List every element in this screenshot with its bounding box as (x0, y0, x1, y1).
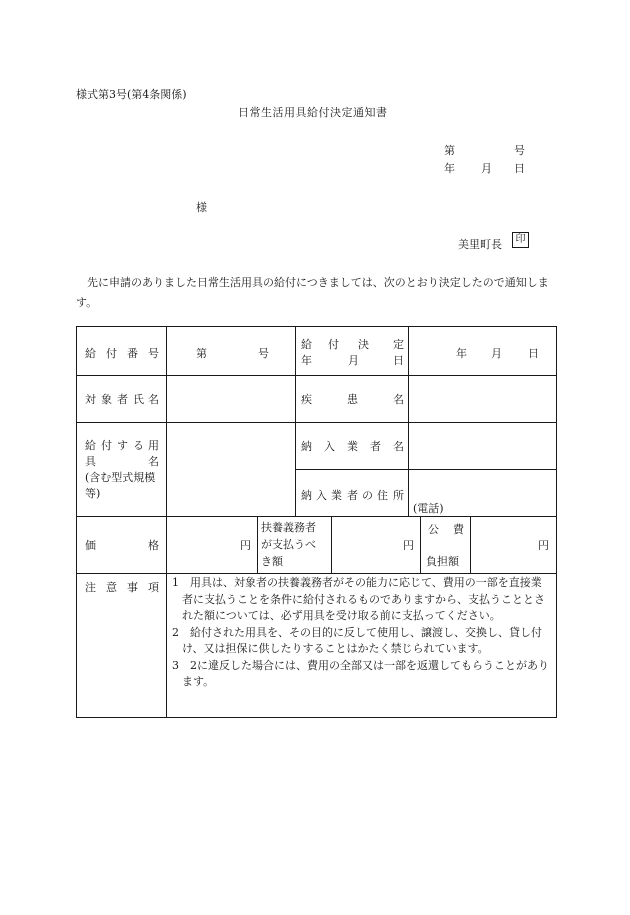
label-shikkan-1: 疾 (301, 393, 312, 406)
note-item-1: 1 用具は、対象者の扶養義務者がその能力に応じて、費用の一部を直接業者に支払うことを条件に給付されるものでありますから、支払うこととされた額については、必ず用具を受け取る前に支払ってください。 (172, 576, 545, 622)
row-divider (77, 375, 556, 376)
label-price-1: 価 (85, 539, 96, 552)
label-yogu-2: 付 (101, 439, 112, 452)
label-notes-2: 意 (106, 581, 117, 594)
label-address-5: の (362, 489, 373, 502)
label-taishosha-4: 氏 (133, 393, 144, 406)
label-address-7: 所 (393, 489, 404, 502)
label-taishosha-1: 対 (85, 393, 96, 406)
label-taishosha-5: 名 (148, 393, 159, 406)
label-kettei-4: 定 (393, 338, 404, 351)
label-support-1: 扶養義務者 (261, 521, 316, 534)
column-divider (257, 516, 258, 573)
label-kettei-year: 年 (301, 354, 312, 367)
label-kettei-1: 給 (301, 338, 312, 351)
note-item-2: 2 給付された用具を、その目的に反して使用し、譲渡し、交換し、貸し付け、又は担保に供したりすることはかたく禁じられています。 (172, 625, 542, 655)
label-address-3: 業 (331, 489, 342, 502)
kettei-month: 月 (491, 347, 502, 360)
decision-table (76, 326, 557, 718)
doc-number-dai: 第 (444, 144, 455, 157)
column-divider (408, 327, 409, 516)
column-divider (295, 327, 296, 516)
label-vendor-1: 納 (301, 440, 312, 453)
label-shikkan-2: 患 (347, 393, 358, 406)
label-kyufu-bango-2: 付 (106, 347, 117, 360)
row-divider (77, 422, 556, 423)
label-notes-1: 注 (85, 581, 96, 594)
label-vendor-2: 入 (324, 440, 335, 453)
doc-date-month: 月 (481, 162, 492, 175)
doc-date-year: 年 (444, 162, 455, 175)
label-kettei-month: 月 (348, 354, 359, 367)
kyufu-bango-go: 号 (258, 347, 269, 360)
addressee-suffix: 様 (196, 201, 207, 214)
row-divider (77, 573, 556, 574)
column-divider (470, 516, 471, 573)
kettei-year: 年 (456, 347, 467, 360)
intro-paragraph: 先に申請のありました日常生活用具の給付につきましては、次のとおり決定したので通知します。 (76, 276, 549, 309)
seal-mark: 印 (512, 232, 529, 248)
label-notes-3: 事 (127, 581, 138, 594)
label-taishosha-3: 者 (117, 393, 128, 406)
label-kyufu-bango-4: 号 (148, 347, 159, 360)
form-number: 様式第3号(第4条関係) (76, 88, 187, 101)
kyufu-bango-dai: 第 (196, 347, 207, 360)
label-address-6: 住 (377, 489, 388, 502)
kettei-day: 日 (528, 347, 539, 360)
label-notes-4: 項 (148, 581, 159, 594)
label-address-4: 者 (347, 489, 358, 502)
row-divider (77, 516, 556, 517)
label-public-2: 費 (453, 523, 464, 536)
label-shikkan-3: 名 (393, 393, 404, 406)
label-kettei-day: 日 (393, 354, 404, 367)
doc-number-go: 号 (514, 144, 525, 157)
label-yogu-6: 具 (85, 455, 96, 468)
label-vendor-4: 者 (370, 440, 381, 453)
label-vendor-3: 業 (347, 440, 358, 453)
label-yogu-3: す (117, 439, 128, 452)
issuer-title: 美里町長 (458, 238, 502, 251)
price-yen: 円 (240, 539, 251, 552)
label-address-2: 入 (316, 489, 327, 502)
label-yogu-model: (含む型式規模 (85, 471, 156, 484)
column-divider (331, 516, 332, 573)
document-title: 日常生活用具給付決定通知書 (238, 106, 388, 119)
phone-label: (電話) (413, 502, 444, 515)
label-yogu-7: 名 (148, 455, 159, 468)
label-taishosha-2: 象 (101, 393, 112, 406)
label-kettei-3: 決 (358, 338, 369, 351)
label-yogu-1: 給 (85, 439, 96, 452)
label-address-1: 納 (301, 489, 312, 502)
support-yen: 円 (403, 539, 414, 552)
label-kettei-2: 付 (328, 338, 339, 351)
doc-date-day: 日 (514, 162, 525, 175)
public-yen: 円 (538, 539, 549, 552)
column-divider (420, 516, 421, 573)
label-public-1: 公 (428, 523, 439, 536)
notes-list (172, 575, 552, 691)
label-kyufu-bango-3: 番 (127, 347, 138, 360)
label-yogu-4: る (133, 439, 144, 452)
label-support-2: が支払うべ (261, 538, 316, 551)
label-kyufu-bango-1: 給 (85, 347, 96, 360)
label-price-2: 格 (148, 539, 159, 552)
label-yogu-etc: 等) (85, 487, 101, 500)
column-divider (166, 327, 167, 717)
label-support-3: き額 (261, 555, 283, 568)
row-divider (295, 469, 556, 470)
note-item-3: 3 2に違反した場合には、費用の全部又は一部を返還してもらうことがあります。 (172, 658, 549, 688)
label-vendor-5: 名 (393, 440, 404, 453)
label-public-3: 負担額 (426, 555, 459, 568)
label-yogu-5: 用 (148, 439, 159, 452)
